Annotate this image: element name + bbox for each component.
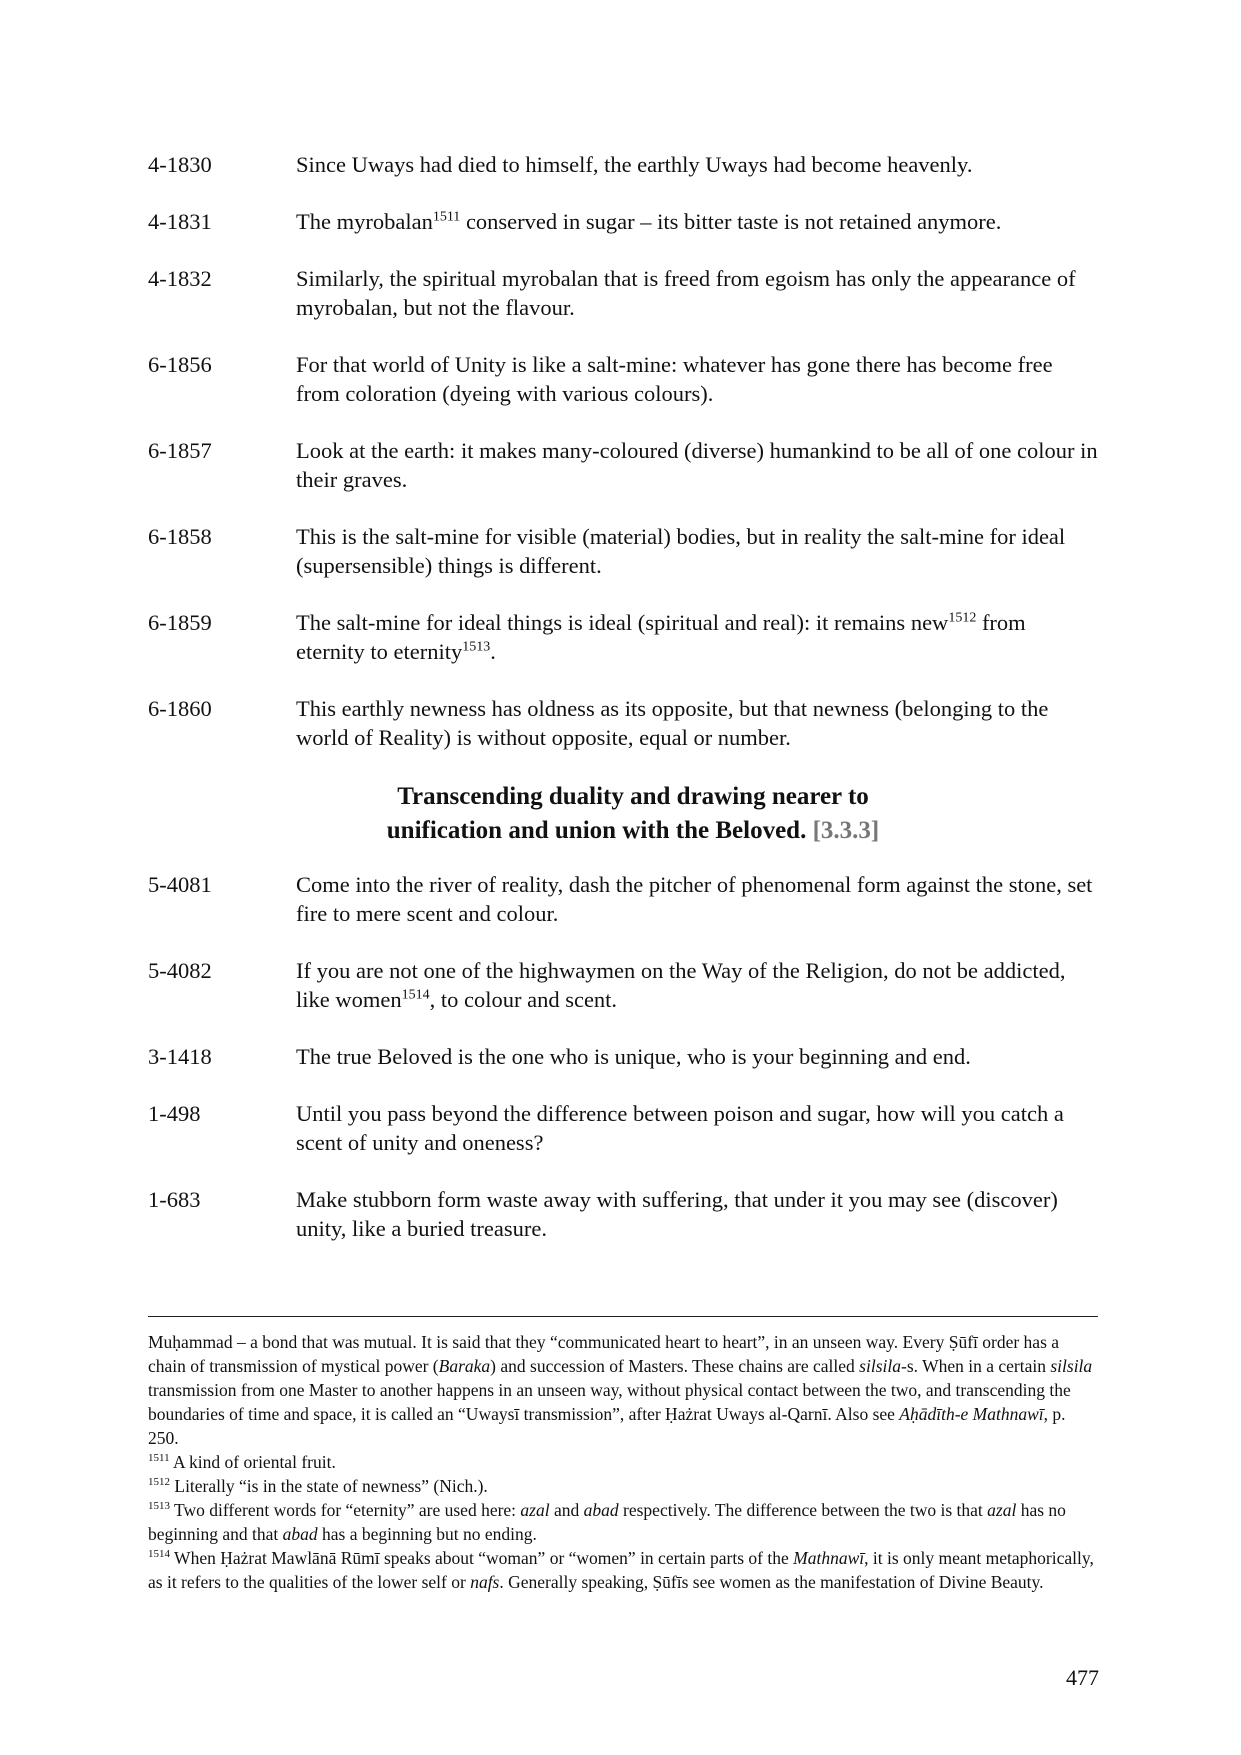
verse-number: 3-1418 — [148, 1044, 212, 1069]
footnote-continuation: Muḥammad – a bond that was mutual. It is said that they “communicated heart to heart”, in an unseen way. Every Ṣūfī order has a chain of transmission of mystical power (Baraka) and succession of Masters. These chains are called silsila-s. When in a certain silsila transmission from one Master to another happens in an unseen way, without physical contact between the two, and transcending the boundaries of time and space, it is called an “Uwaysī transmission”, after Ḥażrat Uways al-Qarnī. Also see Aḥādīth-e Mathnawī, p. 250. — [148, 1332, 1093, 1448]
verse-number: 5-4082 — [148, 958, 212, 983]
verse-number: 6-1856 — [148, 352, 212, 377]
footnote-ref[interactable]: 1513 — [462, 639, 491, 655]
footnote-1513: $^{1513}$ Two different words for “eternity” are used here: azal and abad respectively. The difference between the two is that azal has no beginning and that abad has a beginning but no ending. — [148, 1500, 1066, 1544]
verse-number: 6-1857 — [148, 438, 212, 463]
page-body — [148, 150, 1098, 1271]
verse-number: 4-1830 — [148, 152, 212, 177]
verse-text: The myrobalan$^{1511}$ conserved in sugar – its bitter taste is not retained anymore. — [296, 209, 1002, 234]
verse-text: If you are not one of the highwaymen on the Way of the Religion, do not be addicted, like women$^{1514}$, to colour and scent. — [296, 958, 1066, 1012]
verse-number: 1-498 — [148, 1101, 201, 1126]
page-number: 477 — [1066, 1665, 1099, 1690]
verse-row — [148, 350, 1098, 408]
footnote-1514: $^{1514}$ When Ḥażrat Mawlānā Rūmī speaks about “woman” or “women” in certain parts of the Mathnawī, it is only meant metaphorically, as it refers to the qualities of the lower self or nafs. Generally speaking, Ṣūfīs see women as the manifestation of Divine Beauty. — [148, 1548, 1094, 1592]
verse-row — [148, 1042, 1098, 1071]
footnote-1512: $^{1512}$ Literally “is in the state of newness” (Nich.). — [148, 1476, 488, 1496]
heading-line-1: Transcending duality and drawing nearer to — [397, 783, 869, 810]
verse-text: Until you pass beyond the difference between poison and sugar, how will you catch a scent of unity and oneness? — [296, 1101, 1064, 1155]
verse-text: Similarly, the spiritual myrobalan that is freed from egoism has only the appearance of myrobalan, but not the flavour. — [296, 266, 1076, 320]
verse-row — [148, 1185, 1098, 1243]
verse-number: 4-1832 — [148, 266, 212, 291]
verse-text: Look at the earth: it makes many-coloured (diverse) humankind to be all of one colour in their graves. — [296, 438, 1098, 492]
verse-text: The salt-mine for ideal things is ideal (spiritual and real): it remains new$^{1512}$ from eternity to eternity$^{1513}$. — [296, 610, 1026, 664]
footnote-1511: $^{1511}$ A kind of oriental fruit. — [148, 1452, 336, 1472]
verse-number: 6-1859 — [148, 610, 212, 635]
verse-number: 6-1860 — [148, 696, 212, 721]
verse-text: For that world of Unity is like a salt-mine: whatever has gone there has become free from coloration (dyeing with various colours). — [296, 352, 1053, 406]
verse-row — [148, 150, 1098, 179]
verse-row — [148, 694, 1098, 752]
verse-row — [148, 207, 1098, 236]
verse-text: Make stubborn form waste away with suffering, that under it you may see (discover) unity, like a buried treasure. — [296, 1187, 1058, 1241]
footnote-ref[interactable]: 1511 — [432, 209, 461, 225]
verse-row — [148, 956, 1098, 1014]
verse-row — [148, 522, 1098, 580]
section-reference[interactable]: [3.3.3] — [812, 817, 880, 844]
footnotes — [148, 1330, 1098, 1594]
footnote-ref[interactable]: 1512 — [948, 610, 977, 626]
verse-text: Come into the river of reality, dash the pitcher of phenomenal form against the stone, set fire to mere scent and colour. — [296, 872, 1093, 926]
verse-number: 1-683 — [148, 1187, 201, 1212]
verse-number: 6-1858 — [148, 524, 212, 549]
verse-text: The true Beloved is the one who is unique, who is your beginning and end. — [296, 1044, 971, 1069]
verse-text: Since Uways had died to himself, the earthly Uways had become heavenly. — [296, 152, 973, 177]
verse-row — [148, 870, 1098, 928]
verse-row — [148, 264, 1098, 322]
verse-row — [148, 608, 1098, 666]
section-heading — [148, 780, 1098, 848]
footnote-divider — [148, 1316, 1098, 1317]
footnote-ref[interactable]: 1514 — [401, 987, 430, 1003]
verse-text: This is the salt-mine for visible (material) bodies, but in reality the salt-mine for ideal (supersensible) things is different. — [296, 524, 1066, 578]
verse-number: 5-4081 — [148, 872, 212, 897]
verse-number: 4-1831 — [148, 209, 212, 234]
verse-row — [148, 1099, 1098, 1157]
heading-line-2: unification and union with the Beloved. [3.3.3] — [386, 817, 880, 844]
verse-text: This earthly newness has oldness as its opposite, but that newness (belonging to the world of Reality) is without opposite, equal or number. — [296, 696, 1049, 750]
verse-row — [148, 436, 1098, 494]
